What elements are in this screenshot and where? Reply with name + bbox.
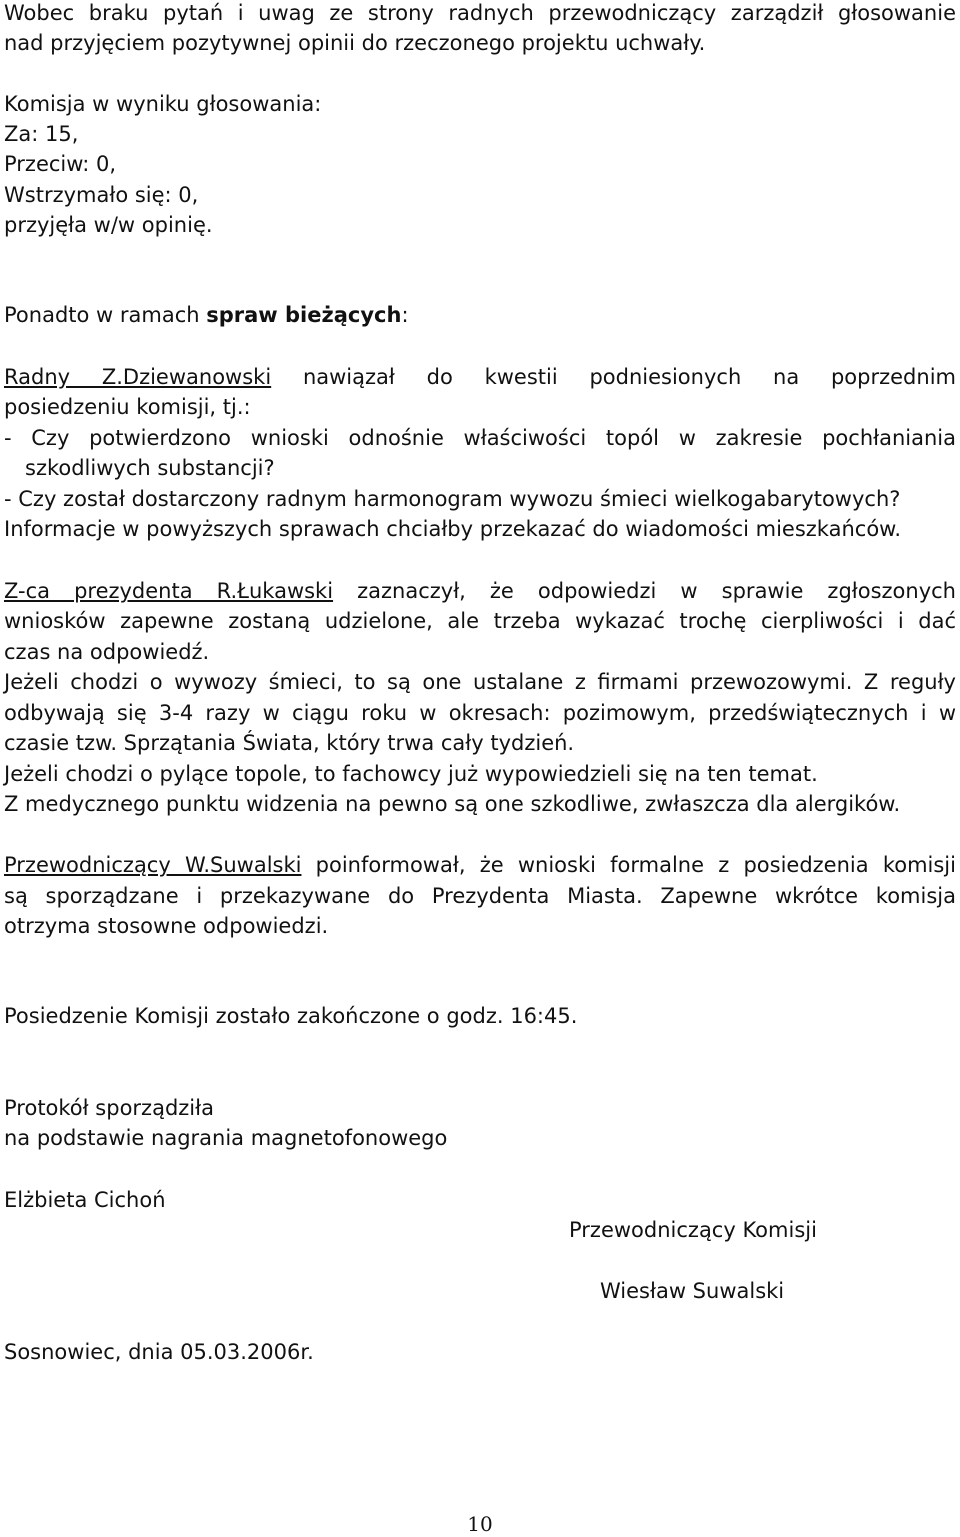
question-2: - Czy został dostarczony radnym harmonogram wywozu śmieci wielkogabarytowych?	[4, 487, 901, 511]
vote-for: Za: 15,	[4, 122, 79, 146]
speaker-suwalski: Przewodniczący W.Suwalski	[4, 853, 302, 877]
vote-against: Przeciw: 0,	[4, 152, 117, 176]
speaker-lukawski: Z-ca prezydenta R.Łukawski	[4, 579, 334, 603]
lukawski-line-5: odbywają się 3-4 razy w ciągu roku w okresach: pozimowym, przedświątecznych i w	[4, 701, 956, 725]
dziewanowski-line-1	[4, 362, 956, 392]
page-number: 10	[467, 1512, 493, 1536]
dziewanowski-line-1-rest: nawiązał do kwestii podniesionych na poprzednim	[271, 365, 956, 389]
vote-result: przyjęła w/w opinię.	[4, 213, 213, 237]
protocol-line-1: Protokół sporządziła	[4, 1096, 214, 1120]
protocol-line-2: na podstawie nagrania magnetofonowego	[4, 1126, 448, 1150]
vote-intro-line-2: nad przyjęciem pozytywnej opinii do rzeczonego projektu uchwały.	[4, 31, 706, 55]
lukawski-line-2: wniosków zapewne zostaną udzielone, ale trzeba wykazać trochę cierpliwości i dać	[4, 609, 956, 633]
current-matters-heading	[4, 300, 409, 330]
current-bold: spraw bieżących	[206, 303, 402, 327]
dziewanowski-line-2: posiedzeniu komisji, tj.:	[4, 395, 251, 419]
current-prefix: Ponadto w ramach	[4, 303, 207, 327]
vote-intro-line-1: Wobec braku pytań i uwag ze strony radnych przewodniczący zarządził głosowanie	[4, 1, 956, 25]
lukawski-line-1	[4, 576, 956, 606]
lukawski-line-1-rest: zaznaczył, że odpowiedzi w sprawie zgłoszonych	[333, 579, 956, 603]
lukawski-line-7: Jeżeli chodzi o pylące topole, to fachowcy już wypowiedzieli się na ten temat.	[4, 762, 818, 786]
lukawski-line-4: Jeżeli chodzi o wywozy śmieci, to są one ustalane z firmami przewozowymi. Z reguły	[4, 670, 956, 694]
lukawski-line-3: czas na odpowiedź.	[4, 640, 210, 664]
chair-title: Przewodniczący Komisji	[569, 1218, 817, 1242]
suwalski-line-1-rest: poinformował, że wnioski formalne z posiedzenia komisji	[301, 853, 956, 877]
protocol-author: Elżbieta Cichoń	[4, 1188, 166, 1212]
current-suffix: :	[401, 303, 409, 327]
vote-abstained: Wstrzymało się: 0,	[4, 183, 199, 207]
vote-heading: Komisja w wyniku głosowania:	[4, 92, 322, 116]
question-1-line-1: - Czy potwierdzono wnioski odnośnie właściwości topól w zakresie pochłaniania	[4, 426, 956, 450]
closing-statement: Posiedzenie Komisji zostało zakończone o godz. 16:45.	[4, 1004, 578, 1028]
speaker-dziewanowski: Radny Z.Dziewanowski	[4, 365, 272, 389]
chair-name: Wiesław Suwalski	[600, 1279, 785, 1303]
suwalski-line-2: są sporządzane i przekazywane do Prezydenta Miasta. Zapewne wkrótce komisja	[4, 884, 956, 908]
lukawski-line-8: Z medycznego punktu widzenia na pewno są one szkodliwe, zwłaszcza dla alergików.	[4, 792, 901, 816]
place-date: Sosnowiec, dnia 05.03.2006r.	[4, 1340, 314, 1364]
dziewanowski-info: Informacje w powyższych sprawach chciałby przekazać do wiadomości mieszkańców.	[4, 517, 902, 541]
suwalski-line-3: otrzyma stosowne odpowiedzi.	[4, 914, 329, 938]
suwalski-line-1	[4, 850, 956, 880]
question-1-line-2: szkodliwych substancji?	[25, 456, 275, 480]
lukawski-line-6: czasie tzw. Sprzątania Świata, który trwa cały tydzień.	[4, 731, 575, 755]
